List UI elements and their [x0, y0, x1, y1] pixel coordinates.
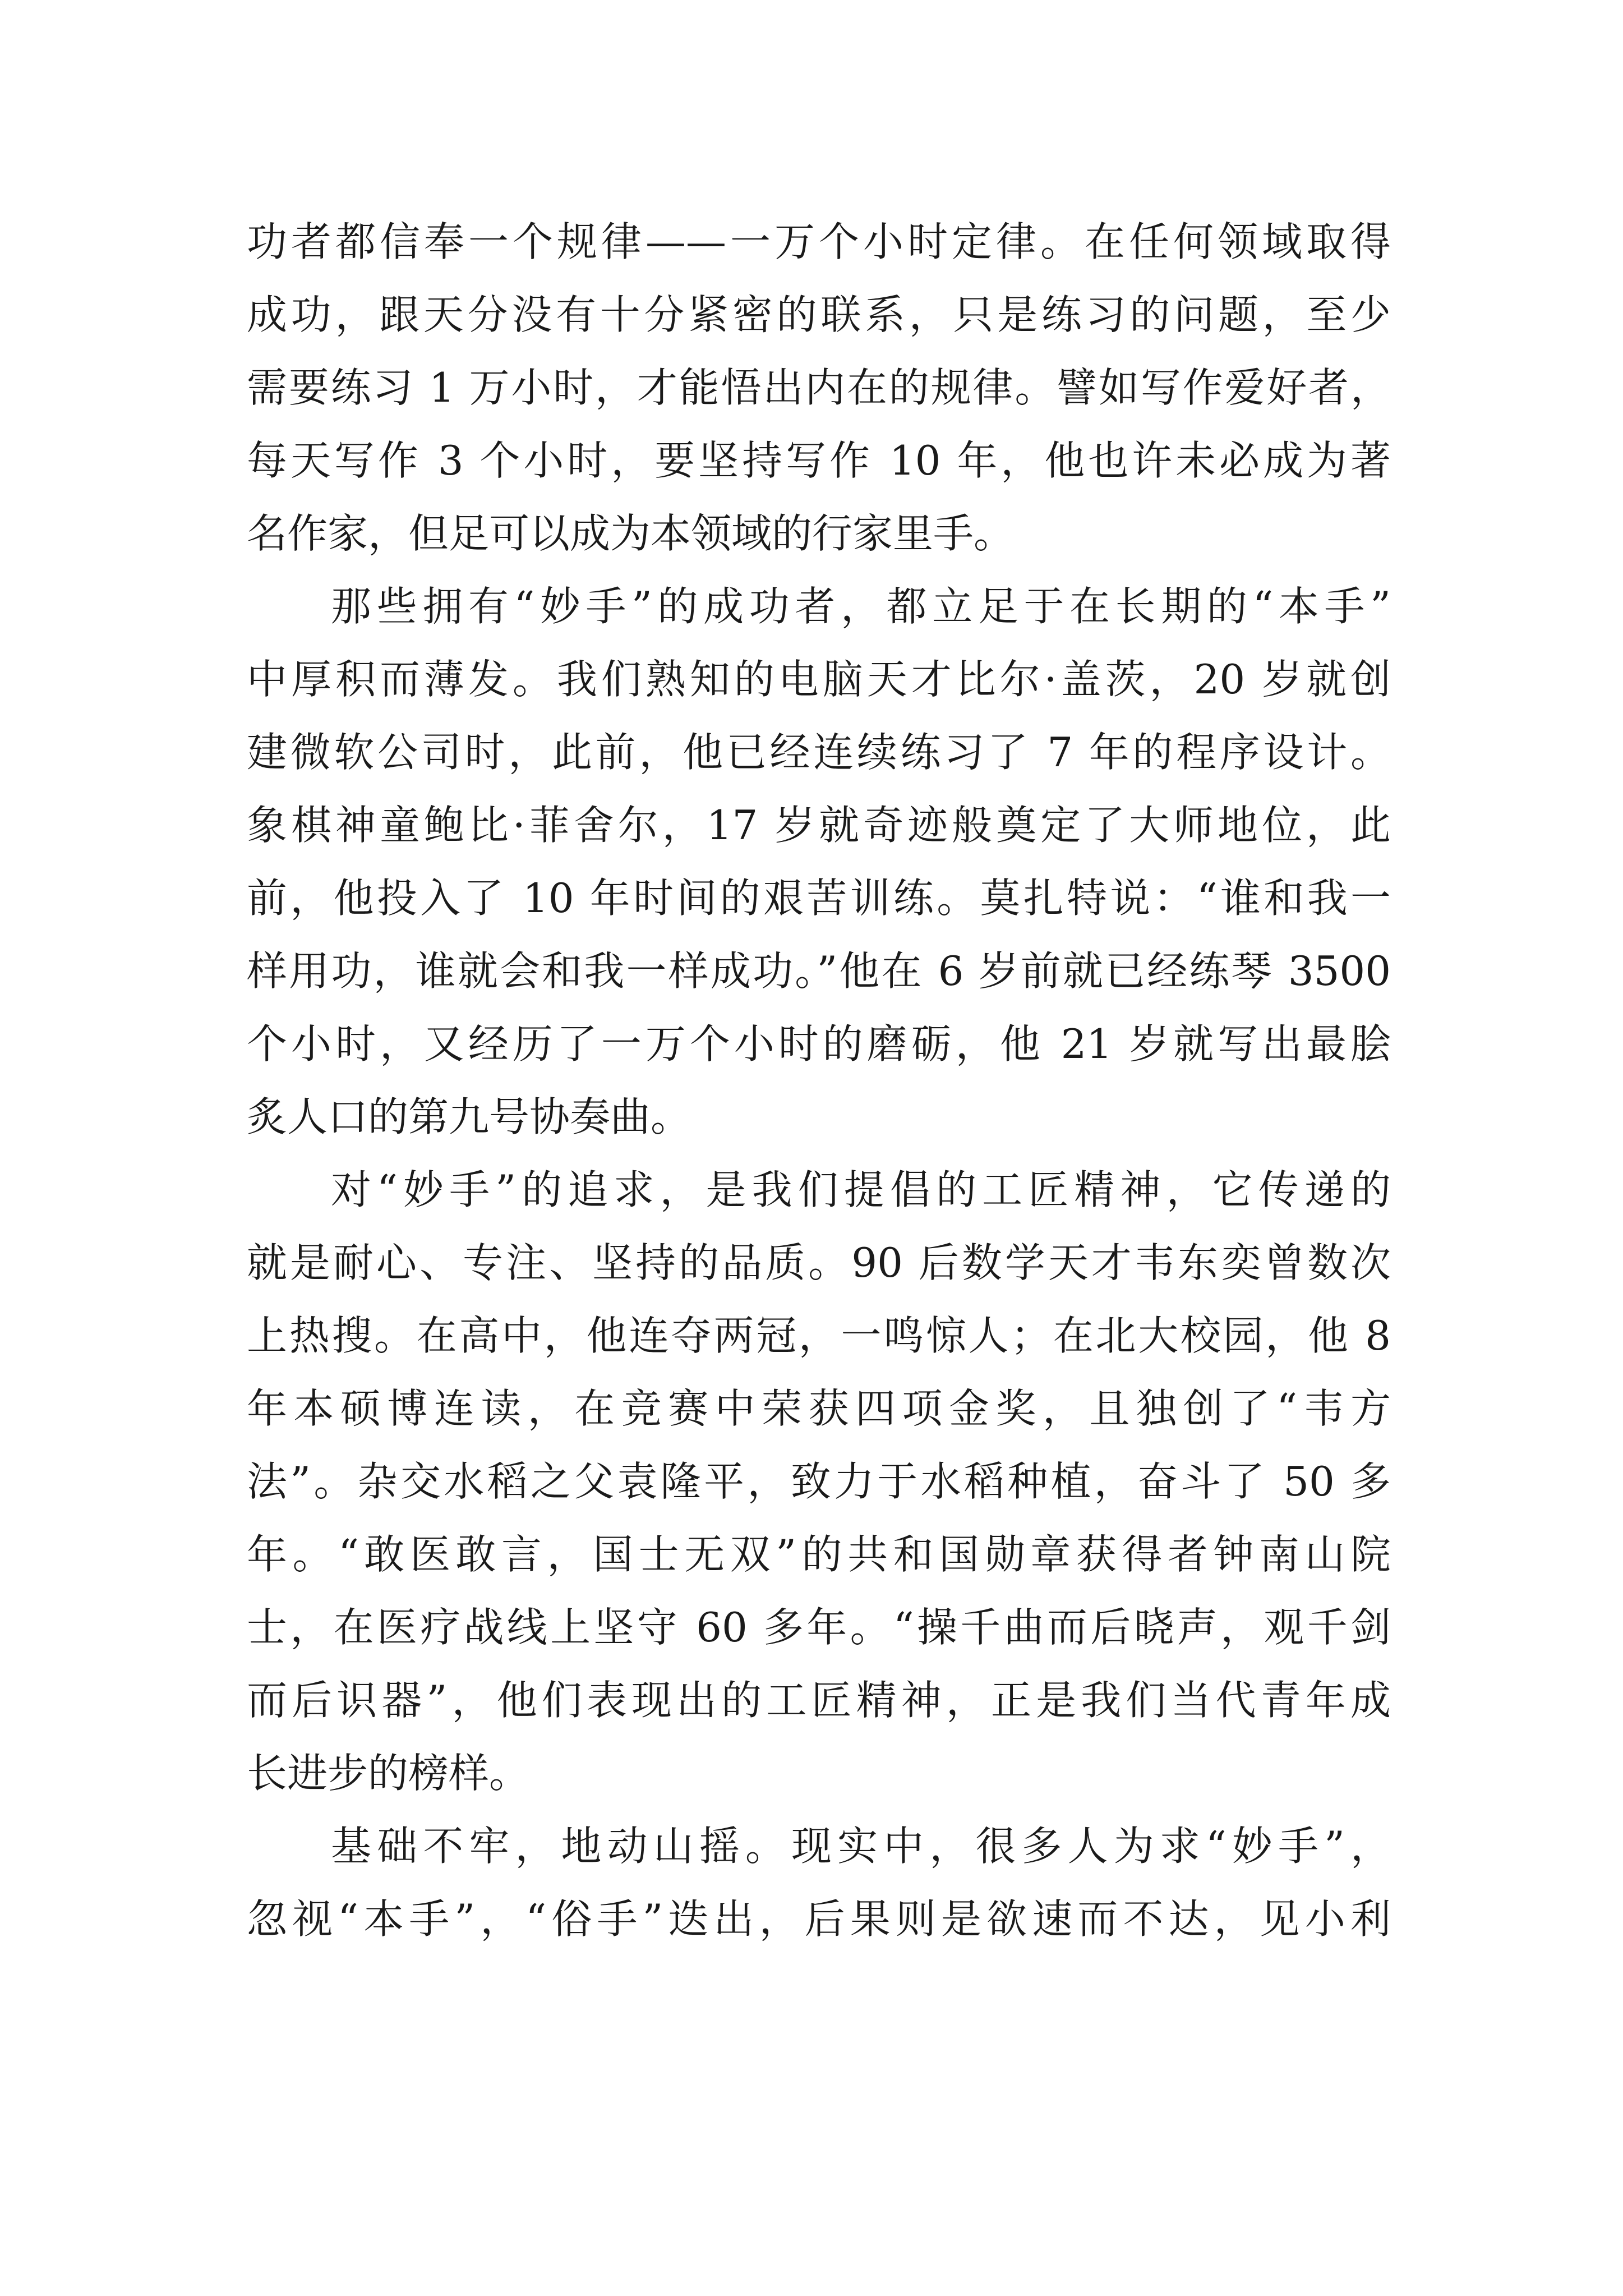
paragraph-line: 那些拥有“妙手”的成功者，都立足于在长期的“本手”: [331, 583, 1391, 630]
paragraph-line: 需要练习 1 万小时，才能悟出内在的规律。譬如写作爱好者，: [247, 364, 1391, 411]
paragraph-line: 成功，跟天分没有十分紧密的联系，只是练习的问题，至少: [247, 291, 1391, 338]
paragraph-line: 样用功，谁就会和我一样成功。”他在 6 岁前就已经练琴 3500: [247, 947, 1391, 995]
paragraph-line: 长进步的榜样。: [247, 1750, 530, 1797]
paragraph-line: 年。“敢医敢言，国士无双”的共和国勋章获得者钟南山院: [247, 1531, 1391, 1578]
paragraph-line: 前，他投入了 10 年时间的艰苦训练。莫扎特说：“谁和我一: [247, 875, 1391, 922]
paragraph-line: 炙人口的第九号协奏曲。: [247, 1093, 691, 1140]
paragraph-line: 就是耐心、专注、坚持的品质。90 后数学天才韦东奕曾数次: [247, 1239, 1391, 1286]
paragraph-line: 法”。杂交水稻之父袁隆平，致力于水稻种植，奋斗了 50 多: [247, 1458, 1391, 1505]
paragraph-line: 名作家，但足可以成为本领域的行家里手。: [247, 510, 1015, 557]
paragraph-line: 而后识器”，他们表现出的工匠精神，正是我们当代青年成: [247, 1677, 1391, 1724]
paragraph-line: 上热搜。在高中，他连夺两冠，一鸣惊人；在北大校园，他 8: [247, 1312, 1391, 1359]
paragraph-line: 象棋神童鲍比·菲舍尔，17 岁就奇迹般奠定了大师地位，此: [247, 802, 1391, 849]
paragraph-line: 士，在医疗战线上坚守 60 多年。“操千曲而后晓声，观千剑: [247, 1604, 1391, 1651]
paragraph-line: 忽视“本手”，“俗手”迭出，后果则是欲速而不达，见小利: [247, 1895, 1391, 1943]
paragraph-line: 个小时，又经历了一万个小时的磨砺，他 21 岁就写出最脍: [247, 1020, 1391, 1068]
paragraph-line: 年本硕博连读，在竞赛中荣获四项金奖，且独创了“韦方: [247, 1385, 1391, 1432]
paragraph-line: 中厚积而薄发。我们熟知的电脑天才比尔·盖茨，20 岁就创: [247, 656, 1391, 703]
paragraph-line: 建微软公司时，此前，他已经连续练习了 7 年的程序设计。: [247, 729, 1391, 776]
paragraph-line: 对“妙手”的追求，是我们提倡的工匠精神，它传递的: [331, 1166, 1391, 1213]
paragraph-line: 基础不牢，地动山摇。现实中，很多人为求“妙手”，: [331, 1823, 1391, 1870]
paragraph-line: 功者都信奉一个规律——一万个小时定律。在任何领域取得: [247, 218, 1391, 265]
paragraph-line: 每天写作 3 个小时，要坚持写作 10 年，他也许未必成为著: [247, 437, 1391, 484]
